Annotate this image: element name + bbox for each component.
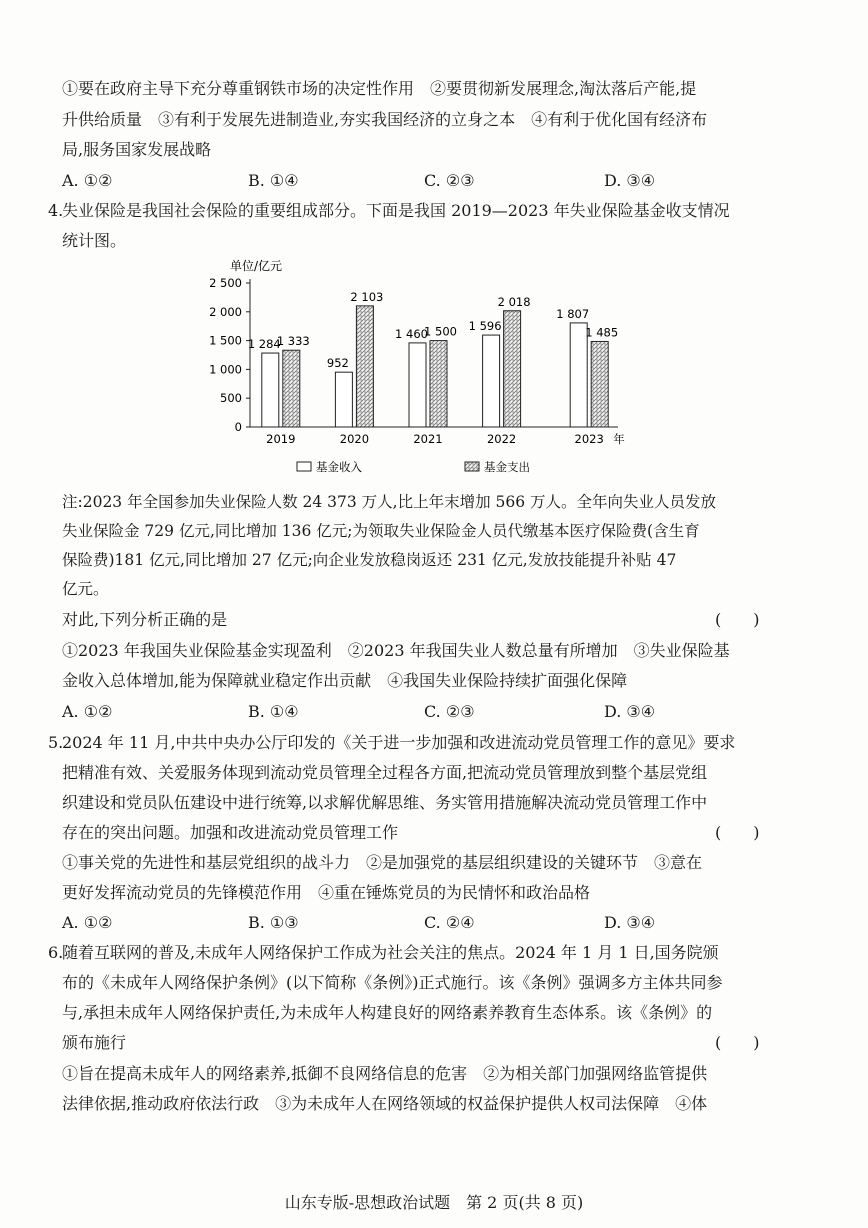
chart-unit-label: 单位/亿元 xyxy=(230,259,283,273)
data-label: 1 284 xyxy=(247,337,281,352)
q4-note-line-4: 亿元。 xyxy=(62,580,109,598)
data-label: 1 807 xyxy=(556,306,590,321)
q4-note-line-1: 注:2023 年全国参加失业保险人数 24 373 万人,比上年末增加 566 万人。全年向失业人员发放 xyxy=(62,493,717,511)
data-label: 1 485 xyxy=(585,325,619,340)
bar-expense xyxy=(504,311,521,427)
x-axis-suffix: 年 xyxy=(613,432,625,446)
q3-statement-line-2: 升供给质量 ③有利于发展先进制造业,夯实我国经济的立身之本 ④有利于优化国有经济布 xyxy=(62,110,708,129)
q5-answer-blank[interactable]: ( ) xyxy=(715,823,760,842)
q4-number: 4. xyxy=(48,201,64,220)
q6-statement-line-2: 法律依据,推动政府依法行政 ③为未成年人在网络领域的权益保护提供人权司法保障 ④体 xyxy=(62,1094,708,1113)
q5-stem-line-2: 把精准有效、关爱服务体现到流动党员管理全过程各方面,把流动党员管理放到整个基层党组 xyxy=(62,763,708,782)
data-label: 1 500 xyxy=(424,324,457,339)
q4-option-a[interactable]: A. ①② xyxy=(62,702,113,721)
bar-expense xyxy=(283,350,300,427)
q6-number: 6. xyxy=(48,943,64,962)
y-tick-label: 0 xyxy=(234,420,242,434)
q4-statement-line-2: 金收入总体增加,能为保障就业稳定作出贡献 ④我国失业保险持续扩面强化保障 xyxy=(62,671,628,690)
q3-statement-line-1: ①要在政府主导下充分尊重钢铁市场的决定性作用 ②要贯彻新发展理念,淘汰落后产能,提 xyxy=(62,79,697,98)
q3-option-c[interactable]: C. ②③ xyxy=(424,171,475,190)
data-label: 2 103 xyxy=(350,289,384,304)
legend-income-label: 基金收入 xyxy=(316,460,362,474)
q3-option-b[interactable]: B. ①④ xyxy=(248,171,299,190)
q4-option-c[interactable]: C. ②③ xyxy=(424,702,475,721)
q4-answer-blank[interactable]: ( ) xyxy=(715,610,760,629)
q6-stem-line-2: 布的《未成年人网络保护条例》(以下简称《条例》)正式施行。该《条例》强调多方主体共同参 xyxy=(62,973,723,992)
bar-income xyxy=(335,372,352,427)
q6-statement-line-1: ①旨在提高未成年人的网络素养,抵御不良网络信息的危害 ②为相关部门加强网络监管提供 xyxy=(62,1064,708,1083)
q3-option-d[interactable]: D. ③④ xyxy=(604,171,656,190)
q6-answer-blank[interactable]: ( ) xyxy=(715,1033,760,1052)
q4-stem-line-1: 失业保险是我国社会保险的重要组成部分。下面是我国 2019—2023 年失业保险基金收支情况 xyxy=(62,201,730,220)
q5-option-a[interactable]: A. ①② xyxy=(62,913,113,932)
q4-stem-line-2: 统计图。 xyxy=(62,231,127,250)
q5-option-c[interactable]: C. ②④ xyxy=(424,913,475,932)
q5-option-d[interactable]: D. ③④ xyxy=(604,913,656,932)
x-tick-label: 2021 xyxy=(413,432,443,446)
legend-expense-swatch xyxy=(465,462,479,471)
data-label: 1 333 xyxy=(276,334,310,349)
q4-option-b[interactable]: B. ①④ xyxy=(248,702,299,721)
y-tick-label: 500 xyxy=(220,391,242,406)
page-footer: 山东专版-思想政治试题 第 2 页(共 8 页) xyxy=(284,1193,584,1212)
unemployment-fund-chart xyxy=(0,255,868,485)
q3-statement-line-3: 局,服务国家发展战略 xyxy=(62,140,212,159)
q6-stem-line-1: 随着互联网的普及,未成年人网络保护工作成为社会关注的焦点。2024 年 1 月 1 日,国务院颁 xyxy=(62,943,719,962)
bar-expense xyxy=(591,341,608,427)
q3-option-a[interactable]: A. ①② xyxy=(62,171,113,190)
data-label: 1 460 xyxy=(395,326,428,341)
q4-note-line-3: 保险费)181 亿元,同比增加 27 亿元;向企业发放稳岗返还 231 亿元,发放技能提升补贴 47 xyxy=(62,551,677,569)
y-tick-label: 1 000 xyxy=(209,362,242,377)
q5-number: 5. xyxy=(48,733,64,752)
q5-stem-line-4: 存在的突出问题。加强和改进流动党员管理工作 xyxy=(62,823,399,842)
q5-statement-line-1: ①事关党的先进性和基层党组织的战斗力 ②是加强党的基层组织建设的关键环节 ③意在 xyxy=(62,853,703,872)
q5-option-b[interactable]: B. ①③ xyxy=(248,913,299,932)
legend-income-swatch xyxy=(297,462,311,471)
q4-statement-line-1: ①2023 年我国失业保险基金实现盈利 ②2023 年我国失业人数总量有所增加 ③失业保险基 xyxy=(62,641,730,660)
x-tick-label: 2023 xyxy=(574,432,604,446)
q5-stem-line-1: 2024 年 11 月,中共中央办公厅印发的《关于进一步加强和改进流动党员管理工作的意见》要求 xyxy=(62,733,736,752)
y-tick-label: 2 000 xyxy=(209,304,242,319)
x-tick-label: 2022 xyxy=(486,432,517,446)
bar-expense xyxy=(356,306,373,427)
bar-income xyxy=(409,343,426,427)
q4-option-d[interactable]: D. ③④ xyxy=(604,702,656,721)
data-label: 952 xyxy=(326,356,349,371)
y-tick-label: 2 500 xyxy=(209,276,242,290)
legend-expense-label: 基金支出 xyxy=(484,460,530,474)
data-label: 1 596 xyxy=(468,319,502,334)
q5-statement-line-2: 更好发挥流动党员的先锋模范作用 ④重在锤炼党员的为民情怀和政治品格 xyxy=(62,883,591,902)
data-label: 2 018 xyxy=(497,294,531,309)
x-tick-label: 2019 xyxy=(266,432,296,446)
x-tick-label: 2020 xyxy=(339,432,370,446)
q6-stem-line-4: 颁布施行 xyxy=(62,1033,127,1052)
bar-income xyxy=(262,353,279,427)
bar-expense xyxy=(430,341,447,427)
q5-stem-line-3: 织建设和党员队伍建设中进行统筹,以求解优解思维、务实管用措施解决流动党员管理工作中 xyxy=(62,793,708,812)
bar-income xyxy=(483,335,500,427)
q6-stem-line-3: 与,承担未成年人网络保护责任,为未成年人构建良好的网络素养教育生态体系。该《条例》的 xyxy=(62,1003,713,1022)
q4-note-line-2: 失业保险金 729 亿元,同比增加 136 亿元;为领取失业保险金人员代缴基本医疗保险费(含生育 xyxy=(62,522,700,540)
q4-question: 对此,下列分析正确的是 xyxy=(62,610,228,629)
y-tick-label: 1 500 xyxy=(209,333,242,348)
